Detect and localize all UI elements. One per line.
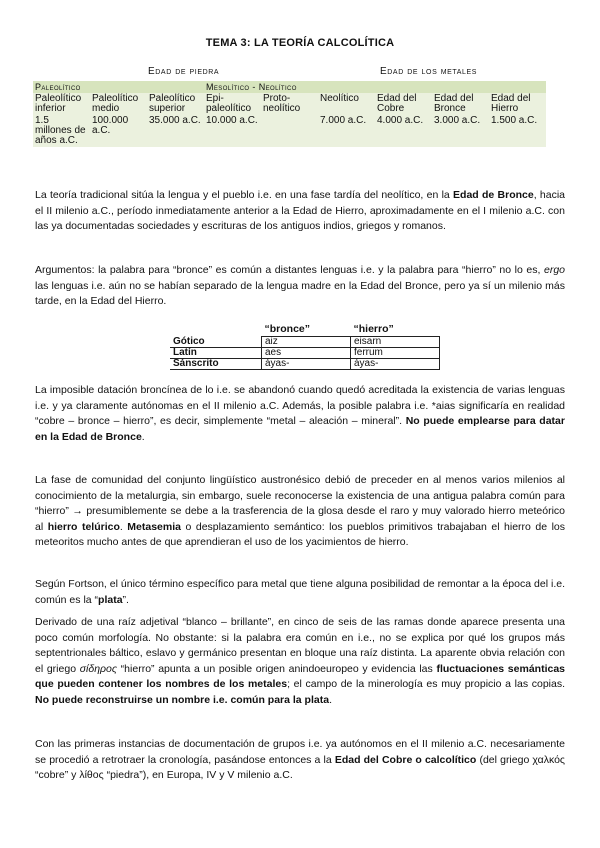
words-row	[170, 337, 440, 348]
paragraph-arguments	[35, 263, 565, 310]
period-header: Proto-neolítico	[261, 93, 318, 115]
period-date: 1.500 a.C.	[489, 115, 546, 147]
period-date: 1.5 millones de años a.C.	[33, 115, 90, 147]
period-date: 4.000 a.C.	[375, 115, 432, 147]
metal-words-table	[170, 322, 440, 370]
text-run: o desplazamiento semántico: los pueblos primitivos trabajaban el hierro de los meteoritos mucho antes de que aprendieran el uso de los yacimientos de hierro.	[35, 520, 565, 548]
words-row	[170, 359, 440, 370]
period-header: Edad del Cobre	[375, 93, 432, 115]
period-date: 3.000 a.C.	[432, 115, 489, 147]
bold-run: fluctuaciones semánticas que pueden contener los nombres de los metales	[35, 662, 566, 690]
period-date: 35.000 a.C.	[147, 115, 204, 147]
text-run: La fase de comunidad del conjunto lingüístico austronésico debió de preceder en al menos varios milenios al conocimiento de la metalurgia, sin embargo, suele reconocerse la existencia de una antigua palabra común para “hierro” → presumiblemente se debe a la trasferencia de la glosa desde el raro y muy valorado hierro meteórico al	[35, 474, 565, 533]
text-run: “hierro” apunta a un posible origen anindoeuropeo y evidencia las	[117, 662, 437, 675]
chronology-table	[33, 81, 546, 147]
period-header: Neolítico	[318, 93, 375, 115]
text-run: ”.	[122, 593, 129, 606]
paragraph-fortson	[35, 577, 565, 608]
word-bronce: aiz	[262, 337, 351, 348]
word-hierro: áyas-	[351, 359, 440, 370]
bold-run: Edad del Cobre o calcolítico	[334, 753, 477, 766]
word-bronce: áyas-	[262, 359, 351, 370]
language-name: Gótico	[170, 337, 262, 348]
text-run: Derivado de una raíz adjetival “blanco – brillante”, en cinco de seis de las ramas donde aparece presenta una poco común morfología. No obstante: si la palabra era común en i.e., no se explica por qué los grupos más septentrionales báltico, eslavo y germánico presentan en bloque una raíz distinta. La aparente obvia relación con el griego	[35, 616, 565, 675]
bold-run: No puede reconstruirse un nombre i.e. común para la plata	[35, 693, 330, 706]
words-header-blank	[170, 322, 262, 337]
words-header-hierro: “hierro”	[353, 323, 394, 335]
paragraph-silver-root	[35, 615, 565, 708]
era-stone-age-label: Edad de piedra	[148, 66, 220, 77]
word-hierro: eisarn	[351, 337, 440, 348]
period-header: Edad del Bronce	[432, 93, 489, 115]
words-header-bronce: “bronce”	[264, 323, 311, 335]
paragraph-austronesian	[35, 473, 565, 551]
bold-run: Metasemia	[127, 520, 181, 533]
paragraph-chalcolithic	[35, 737, 565, 784]
text-run: Argumentos: la palabra para “bronce” es común a distantes lenguas i.e. y la palabra para “hierro” no lo es,	[35, 264, 544, 276]
bold-run: No puede emplearse para datar en la Edad de Bronce	[35, 415, 565, 443]
text-run: .	[141, 430, 145, 443]
page-title: TEMA 3: LA TEORÍA CALCOLÍTICA	[205, 37, 395, 49]
bold-run: hierro telúrico	[47, 520, 120, 533]
italic-run: ergo	[543, 264, 565, 276]
period-date-row	[33, 115, 546, 147]
word-bronce: aes	[262, 348, 351, 359]
language-name: Latín	[170, 348, 262, 359]
text-run: La teoría tradicional sitúa la lengua y el pueblo i.e. en una fase tardía del neolítico, en la	[35, 189, 454, 201]
group-mesolitico-neolitico: Mesolítico - Neolítico	[204, 81, 375, 93]
era-metal-age-label: Edad de los metales	[380, 66, 478, 77]
paragraph-traditional-theory	[35, 188, 565, 235]
text-run: La imposible datación broncínea de lo i.e. se abandonó cuando quedó acreditada la existencia de varias lenguas i.e. y ya claramente autónomas en el II milenio a.C. Además, la posible palabra i.e. *aias significaría en realidad “cobre – bronce – hierro”, es decir, simplemente “metal – aleación – mineral”.	[35, 384, 565, 427]
text-run: las lenguas i.e. aún no se habían separado de la lengua madre en la Edad del Bronce, pero ya sí un milenio más tarde, en la Edad del Hierro.	[35, 279, 565, 307]
period-header: Edad del Hierro	[489, 93, 546, 115]
word-hierro: ferrum	[351, 348, 440, 359]
text-run: (del griego χαλκός “cobre” y λίθος “piedra”), en Europa, IV y V milenio a.C.	[35, 753, 565, 781]
period-date: 10.000 a.C.	[204, 115, 261, 147]
period-group-row	[33, 81, 546, 93]
period-header-row	[33, 93, 546, 115]
text-run: Según Fortson, el único término específico para metal que tiene alguna posibilidad de remontar a la época del i.e. común es la “	[35, 578, 565, 606]
text-run: Con las primeras instancias de documentación de grupos i.e. ya autónomos en el II milenio a.C. necesariamente se procedió a retrotraer la cronología, pasándose entonces a la	[35, 738, 565, 766]
words-row	[170, 348, 440, 359]
bold-run: plata	[98, 593, 123, 606]
period-date	[261, 115, 318, 147]
words-header-row	[170, 322, 440, 337]
bold-run: Edad de Bronce	[453, 189, 534, 201]
italic-run: σίδηρος	[79, 662, 118, 675]
period-header: Epi-paleolítico	[204, 93, 261, 115]
group-metal-blank	[375, 81, 546, 93]
paragraph-bronze-dating	[35, 383, 565, 445]
group-paleolitico: Paleolítico	[33, 81, 204, 93]
period-date: 100.000 a.C.	[90, 115, 147, 147]
period-header: Paleolítico superior	[147, 93, 204, 115]
text-run: , hacia el II milenio a.C., período inmediatamente anterior a la Edad de Hierro, aproximadamente en el I milenio a.C. con las ya documentadas sociedades y escrituras de los antiguos indios, griegos y romanos.	[35, 189, 566, 232]
text-run: .	[119, 520, 128, 533]
period-header: Paleolítico medio	[90, 93, 147, 115]
text-run: ; el campo de la minerología es muy propicio a las copias.	[287, 678, 566, 690]
period-header: Paleolítico inferior	[33, 93, 90, 115]
language-name: Sánscrito	[170, 359, 262, 370]
text-run: .	[329, 693, 332, 706]
period-date: 7.000 a.C.	[318, 115, 375, 147]
